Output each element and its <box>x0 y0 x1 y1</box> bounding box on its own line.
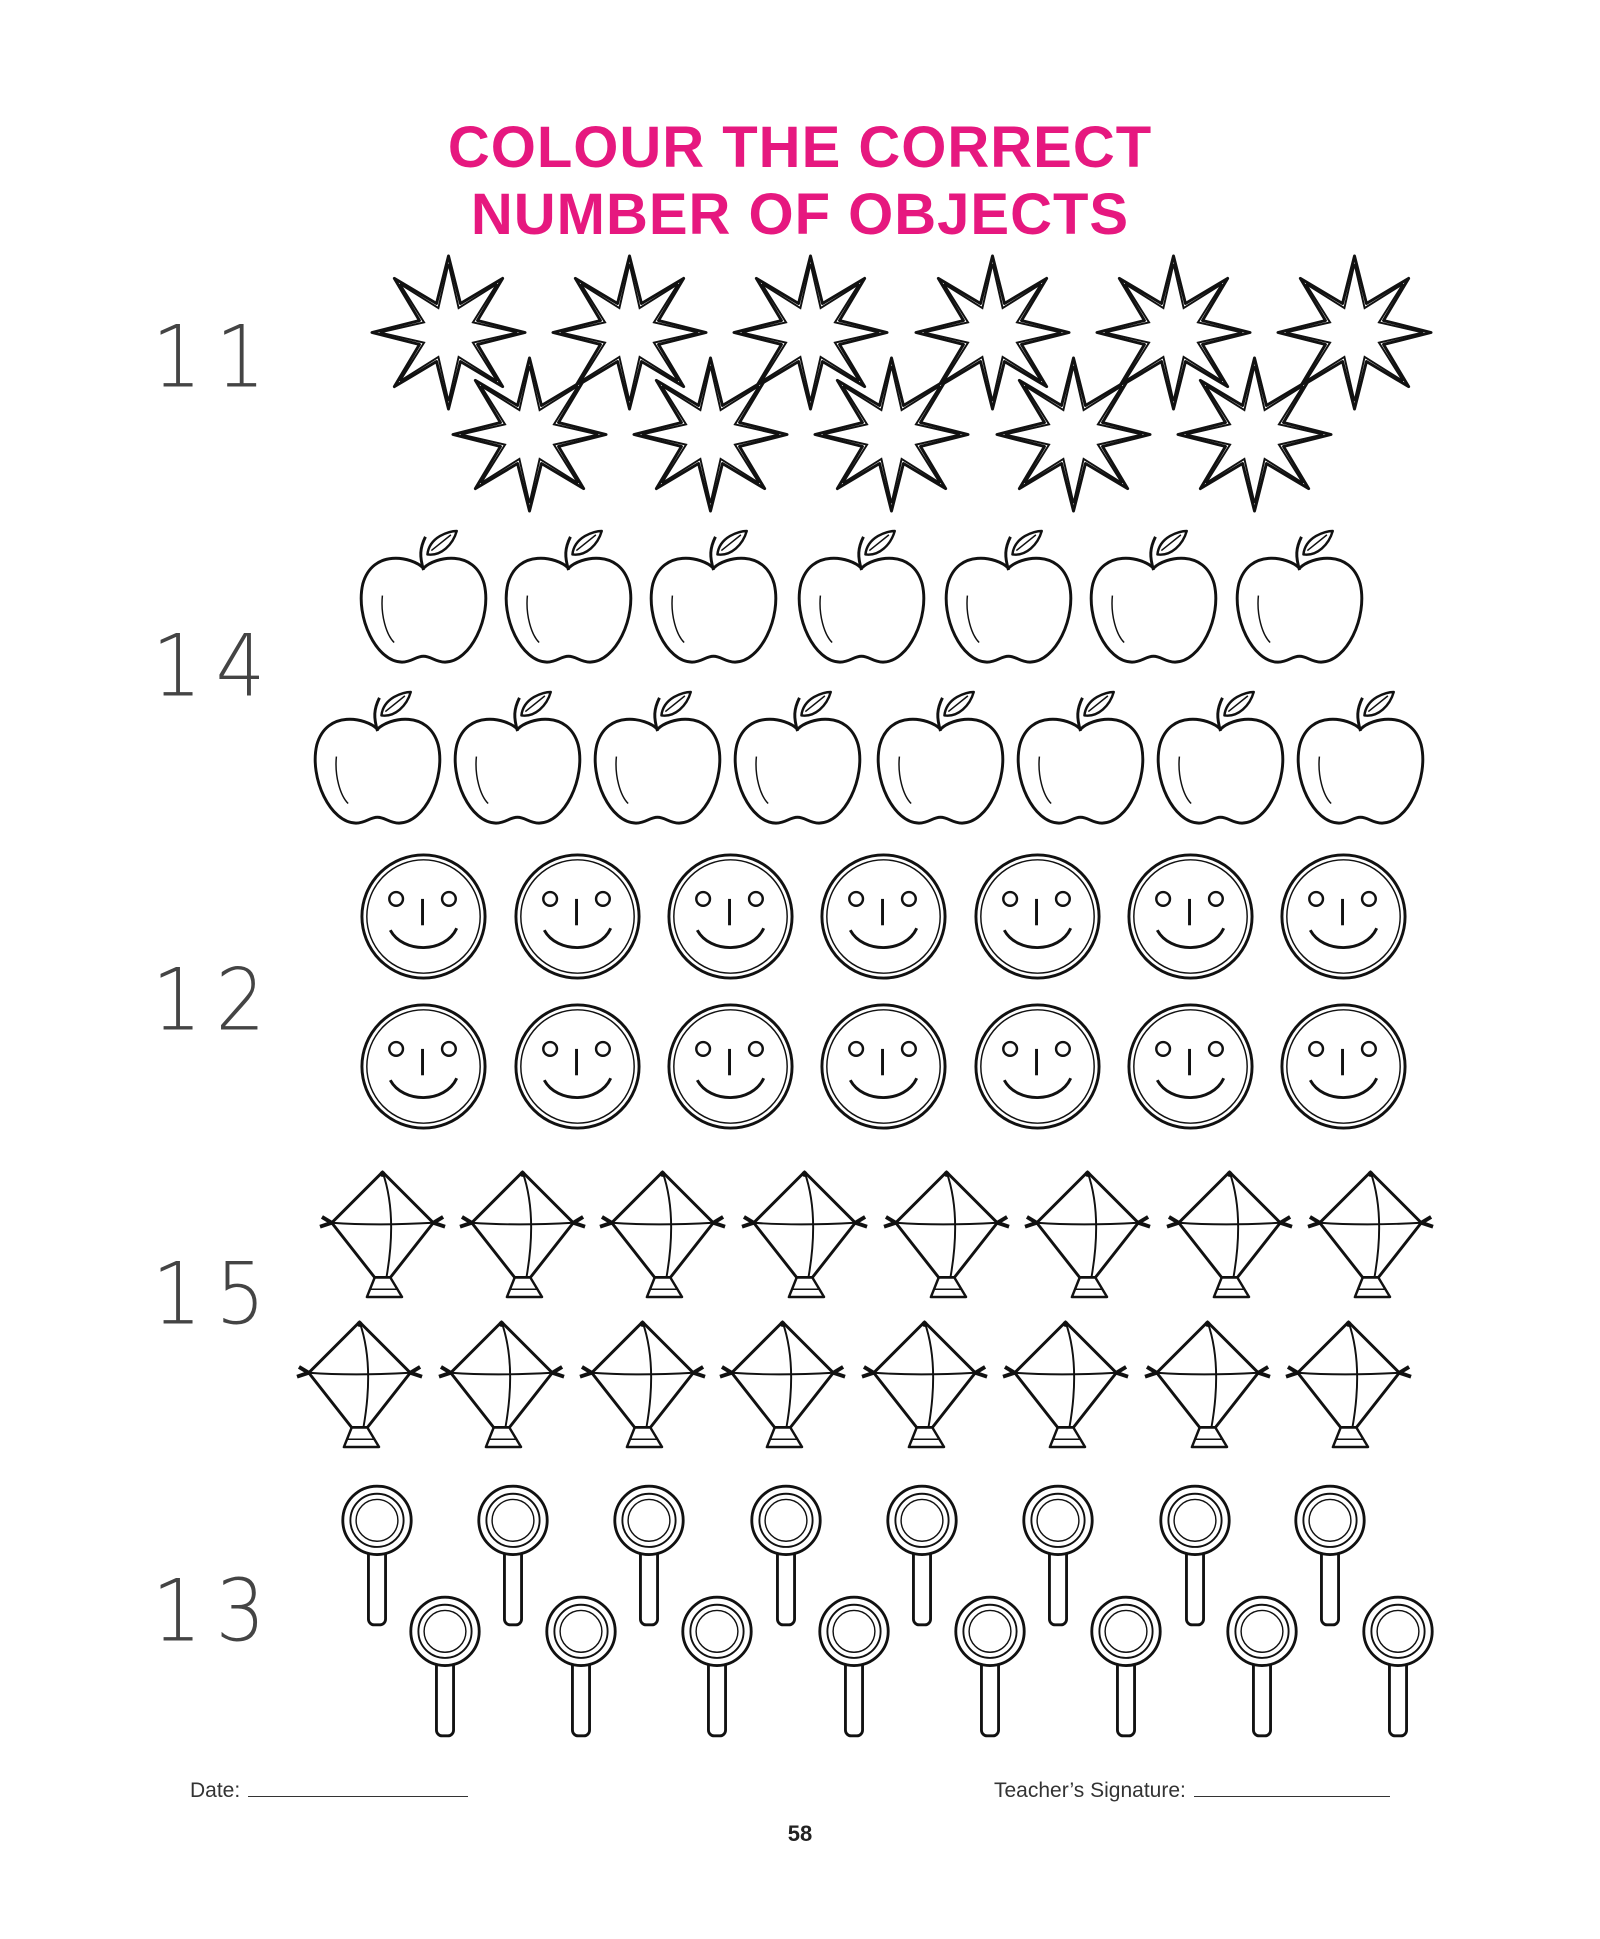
smiley-face-icon[interactable] <box>666 852 795 981</box>
smiley-face-icon[interactable] <box>359 1002 488 1131</box>
kite-icon[interactable] <box>1003 1316 1130 1453</box>
signature-label: Teacher’s Signature: <box>994 1779 1186 1802</box>
kite-icon[interactable] <box>1167 1166 1294 1303</box>
lollipop-icon[interactable] <box>407 1595 483 1738</box>
apple-icon[interactable] <box>872 688 1009 830</box>
apple-icon[interactable] <box>1085 527 1222 669</box>
smiley-face-icon[interactable] <box>1126 852 1255 981</box>
kite-icon[interactable] <box>1145 1316 1272 1453</box>
apple-icon[interactable] <box>1012 688 1149 830</box>
signature-field <box>994 1778 1390 1803</box>
star-icon[interactable] <box>813 356 970 513</box>
lollipop-icon[interactable] <box>884 1484 960 1627</box>
lollipop-icon[interactable] <box>1292 1484 1368 1627</box>
date-label: Date: <box>190 1779 241 1802</box>
smiley-face-icon[interactable] <box>513 1002 642 1131</box>
lollipop-icon[interactable] <box>748 1484 824 1627</box>
smiley-face-icon[interactable] <box>1279 852 1408 981</box>
kite-icon[interactable] <box>600 1166 727 1303</box>
apple-icon[interactable] <box>500 527 637 669</box>
smiley-face-icon[interactable] <box>1279 1002 1408 1131</box>
apple-icon[interactable] <box>729 688 866 830</box>
apple-icon[interactable] <box>1152 688 1289 830</box>
apple-icon[interactable] <box>1231 527 1368 669</box>
smiley-face-icon[interactable] <box>819 1002 948 1131</box>
lollipop-icon[interactable] <box>952 1595 1028 1738</box>
apple-icon[interactable] <box>449 688 586 830</box>
kite-icon[interactable] <box>1308 1166 1435 1303</box>
lollipop-icon[interactable] <box>543 1595 619 1738</box>
lollipop-icon[interactable] <box>816 1595 892 1738</box>
apple-icon[interactable] <box>645 527 782 669</box>
kite-icon[interactable] <box>439 1316 566 1453</box>
kite-icon[interactable] <box>297 1316 424 1453</box>
date-line[interactable] <box>248 1778 468 1797</box>
apple-icon[interactable] <box>355 527 492 669</box>
lollipop-icon[interactable] <box>1157 1484 1233 1627</box>
kite-icon[interactable] <box>460 1166 587 1303</box>
number-label-13: 13 <box>152 1562 280 1662</box>
star-icon[interactable] <box>1176 356 1333 513</box>
page-title-line-1: COLOUR THE CORRECT <box>447 115 1153 180</box>
lollipop-icon[interactable] <box>1020 1484 1096 1627</box>
lollipop-icon[interactable] <box>1088 1595 1164 1738</box>
lollipop-icon[interactable] <box>475 1484 551 1627</box>
page-title-line-2: NUMBER OF OBJECTS <box>470 182 1130 247</box>
lollipop-icon[interactable] <box>611 1484 687 1627</box>
kite-icon[interactable] <box>1025 1166 1152 1303</box>
kite-icon[interactable] <box>862 1316 989 1453</box>
kite-icon[interactable] <box>580 1316 707 1453</box>
lollipop-icon[interactable] <box>679 1595 755 1738</box>
star-icon[interactable] <box>995 356 1152 513</box>
apple-icon[interactable] <box>309 688 446 830</box>
lollipop-icon[interactable] <box>339 1484 415 1627</box>
star-icon[interactable] <box>632 356 789 513</box>
kite-icon[interactable] <box>884 1166 1011 1303</box>
number-label-11: 11 <box>152 308 280 408</box>
apple-icon[interactable] <box>793 527 930 669</box>
apple-icon[interactable] <box>589 688 726 830</box>
page-number: 58 <box>787 1821 813 1846</box>
smiley-face-icon[interactable] <box>513 852 642 981</box>
smiley-face-icon[interactable] <box>666 1002 795 1131</box>
lollipop-icon[interactable] <box>1224 1595 1300 1738</box>
number-label-14: 14 <box>152 617 280 717</box>
smiley-face-icon[interactable] <box>819 852 948 981</box>
signature-line[interactable] <box>1194 1778 1390 1797</box>
kite-icon[interactable] <box>320 1166 447 1303</box>
kite-icon[interactable] <box>1286 1316 1413 1453</box>
kite-icon[interactable] <box>742 1166 869 1303</box>
smiley-face-icon[interactable] <box>359 852 488 981</box>
date-field <box>190 1778 468 1803</box>
kite-icon[interactable] <box>720 1316 847 1453</box>
apple-icon[interactable] <box>940 527 1077 669</box>
number-label-12: 12 <box>152 951 280 1051</box>
number-label-15: 15 <box>152 1245 280 1345</box>
smiley-face-icon[interactable] <box>1126 1002 1255 1131</box>
apple-icon[interactable] <box>1292 688 1429 830</box>
star-icon[interactable] <box>451 356 608 513</box>
smiley-face-icon[interactable] <box>973 852 1102 981</box>
smiley-face-icon[interactable] <box>973 1002 1102 1131</box>
lollipop-icon[interactable] <box>1360 1595 1436 1738</box>
